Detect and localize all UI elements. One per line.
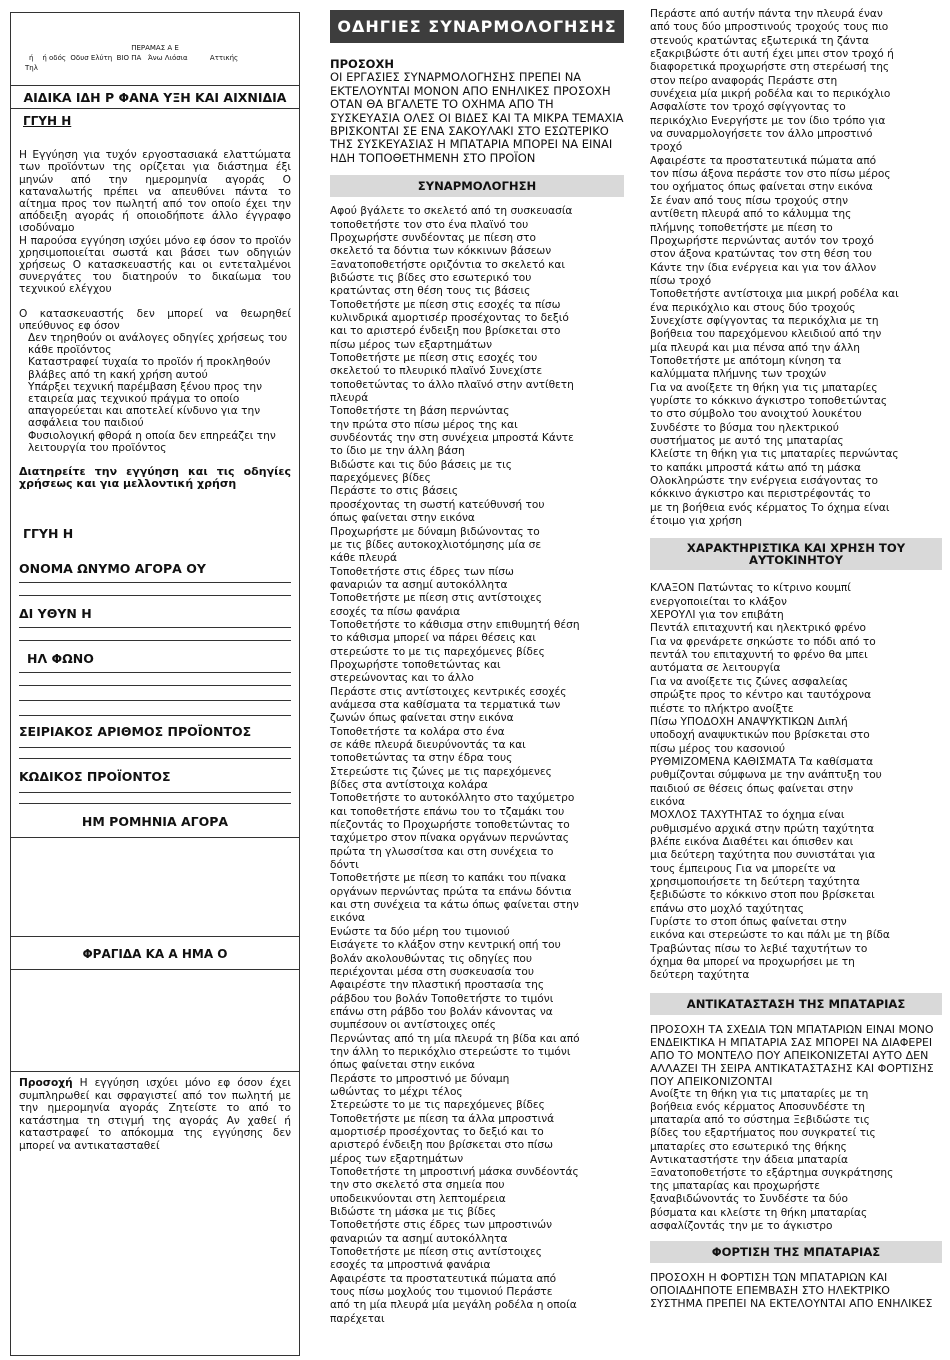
stamp-label: ΦΡΑΓΙΔΑ ΚΑ Α ΗΜΑ Ο <box>82 947 228 962</box>
instructions-column-1 <box>330 0 624 1326</box>
field-code-label: ΚΩΔΙΚΟΣ ΠΡΟΪΟΝΤΟΣ <box>19 769 171 785</box>
address-line-3: Τηλ <box>25 64 38 72</box>
address-line-1: ΠΕΡΑΜΑΣ Α Ε <box>131 44 179 52</box>
keep-note: Διατηρείτε την εγγύηση και τις οδηγίες χρήσεως και για μελλοντική χρήση <box>19 465 291 491</box>
company-address <box>11 13 299 72</box>
field-serial-label: ΣΕΙΡΙΑΚΟΣ ΑΡΙΘΜΟΣ ΠΡΟΪΟΝΤΟΣ <box>19 724 252 740</box>
field-phone-label: ΗΛ ΦΩΝΟ <box>27 651 94 667</box>
form-title: ΓΓΥΗ Η <box>23 526 74 542</box>
instructions-column-2 <box>650 0 942 1310</box>
field-phone-line[interactable] <box>19 673 291 686</box>
exclusion-item: Καταστραφεί τυχαία το προϊόν ή προκληθούν βλάβες από τη κακή χρήση αυτού <box>28 356 271 381</box>
warranty-para-3: Ο κατασκευαστής δεν μπορεί να θεωρηθεί υπεύθυνος εφ όσον <box>19 307 291 332</box>
battery-section-title: ΑΝΤΙΚΑΤΑΣΤΑΣΗ ΤΗΣ ΜΠΑΤΑΡΙΑΣ <box>650 993 942 1015</box>
warranty-title: ΓΓΥΗ Η <box>23 114 72 128</box>
field-serial-line[interactable] <box>19 739 291 748</box>
stamp-box <box>11 936 299 1071</box>
assembly-steps-continued: Περάστε από αυτήν πάντα την πλευρά έναν από τους δύο μπροστινούς τροχούς τους πιο στενούς κρατώντας εξωτερικά τη ζάντα εξακριβώστε ότι αυτή έχει μπει στον τροχό ή διαφορετικά προχωρήστε στη στερέωσή της στον πείρο αναφοράς Περάστε στη συνέχεια μία μικρή ροδέλα και το περικόχλιο Ασφαλίστε τον τροχό σφίγγοντας το περικόχλιο Ενεργήστε με τον ίδιο τρόπο για να συναρμολογήσετε τον άλλο μπροστινό τροχό Αφαιρέστε τα προστατευτικά πώματα από τον πίσω άξονα περάστε τον στο πίσω μέρος του οχήματος όπως φαίνεται στην εικόνα Σε έναν από τους πίσω τροχούς στην αντίθετη πλευρά από το κάλυμμα της πλήμνης τοποθετήστε με πίεση το Προχωρήστε περνώντας αυτόν τον τροχό στον άξονα κρατώντας τον στη θέση του Κάντε την ίδια ενέργεια και για τον άλλον πίσω τροχό Τοποθετήστε αντίστοιχα μια μικρή ροδέλα και ένα περικόχλιο και στους δύο τροχούς Συνεχίστε σφίγγοντας τα περικόχλια με τη βοήθεια του παρεχόμενου κλειδιού από την μία πλευρά και μια πένσα από την άλλη Τοποθετήστε με απότομη κίνηση τα καλύμματα πλήμνης των τροχών Για να ανοίξετε τη θήκη για τις μπαταρίες γυρίστε το κόκκινο άγκιστρο τοποθετώντας το στο σύμβολο του ανοιχτού λουκέτου Συνδέστε το βύσμα του ηλεκτρικού συστήματος με αυτό της μπαταρίας Κλείστε τη θήκη για τις μπαταρίες περνώντας το καπάκι μπροστά κάτω από τη μάσκα Ολοκληρώστε την ενέργεια εισάγοντας το κόκκινο άγκιστρο και περιστρέφοντάς το με τη βοήθεια ενός κέρματος Το όχημα είναι έτοιμο για χρήση <box>650 8 899 528</box>
warranty-card <box>10 12 300 1356</box>
caution-text: ΟΙ ΕΡΓΑΣΙΕΣ ΣΥΝΑΡΜΟΛΟΓΗΣΗΣ ΠΡΕΠΕΙ ΝΑ ΕΚΤΕΛΟΥΝΤΑΙ ΜΟΝΟΝ ΑΠΟ ΕΝΗΛΙΚΕΣ ΠΡΟΣΟΧΗ ΟΤΑΝ ΘΑ ΒΓΑΛΕΤΕ ΤΟ ΟΧΗΜΑ ΑΠΟ ΤΗ ΣΥΣΚΕΥΑΣΙΑ ΟΛΕΣ ΟΙ ΒΙΔΕΣ ΚΑΙ ΤΑ ΜΙΚΡΑ ΤΕΜΑΧΙΑ ΒΡΙΣΚΟΝΤΑΙ ΣΕ ΕΝΑ ΣΑΚΟΥΛΑΚΙ ΣΤΟ ΕΣΩΤΕΡΙΚΟ ΤΗΣ ΣΥΣΚΕΥΑΣΙΑΣ Η ΜΠΑΤΑΡΙΑ ΜΠΟΡΕΙ ΝΑ ΕΙΝΑΙ ΗΔΗ ΤΟΠΟΘΕΤΗΜΕΝΗ ΣΤΟ ΠΡΟΪΟΝ <box>330 70 624 165</box>
charge-caution: ΠΡΟΣΟΧΗ Η ΦΟΡΤΙΣΗ ΤΩΝ ΜΠΑΤΑΡΙΩΝ ΚΑΙ ΟΠΟΙΑΔΗΠΟΤΕ ΕΠΕΜΒΑΣΗ ΣΤΟ ΗΛΕΚΤΡΙΚΟ ΣΥΣΤΗΜΑ ΠΡΕΠΕΙ ΝΑ ΕΚΤΕΛΟΥΝΤΑΙ ΑΠΟ ΕΝΗΛΙΚΕΣ <box>650 1270 933 1310</box>
note-bold: Προσοχή <box>19 1077 73 1090</box>
card-header: ΑΙΔΙΚΑ ΙΔΗ Ρ ΦΑΝΑ ΥΞΗ ΚΑΙ ΑΙΧΝΙΔΙΑ <box>11 85 299 109</box>
field-name-line[interactable] <box>19 583 291 596</box>
exclusion-item: Δεν τηρηθούν οι ανάλογες οδηγίες χρήσεως του κάθε προϊόντος <box>28 332 288 357</box>
charge-section-title: ΦΟΡΤΙΣΗ ΤΗΣ ΜΠΑΤΑΡΙΑΣ <box>650 1241 942 1263</box>
field-phone-line[interactable] <box>19 701 291 716</box>
field-address-label: ΔΙ ΥΘΥΝ Η <box>19 606 92 622</box>
exclusion-item: Υπάρξει τεχνική παρέμβαση ξένου προς την εταιρεία μας τεχνικού πράγμα το οποίο απαγορεύεται και αποτελεί κίνδυνο για την ασφάλεια του παιδιού <box>28 380 262 430</box>
field-phone-line[interactable] <box>19 666 291 673</box>
note-text: Η εγγύηση ισχύει μόνο εφ όσον έχει συμπληρωθεί και σφραγιστεί από τον πωλητή με την ημερομηνία αγοράς Ζητείστε το από το κατάστημα τη στιγμή της αγοράς Αν χαθεί ή καταστραφεί το απόκομμα της εγγύησης δεν μπορεί να αντικατασταθεί <box>19 1077 291 1152</box>
instructions-banner: ΟΔΗΓΙΕΣ ΣΥΝΑΡΜΟΛΟΓΗΣΗΣ <box>330 10 624 43</box>
field-address-line[interactable] <box>19 628 291 641</box>
field-code-line[interactable] <box>19 784 291 793</box>
assembly-section-title: ΣΥΝΑΡΜΟΛΟΓΗΣΗ <box>330 175 624 197</box>
address-line-2: ή ή οδός Οδυσ Ελύτη ΒΙΟ ΠΑ Άνω Λιόσια Αττικής <box>29 54 239 62</box>
field-serial-line[interactable] <box>19 748 291 759</box>
field-name-label: ΟΝΟΜΑ ΩΝΥΜΟ ΑΓΟΡΑ ΟΥ <box>19 561 206 577</box>
features-section-title: ΧΑΡΑΚΤΗΡΙΣΤΙΚΑ ΚΑΙ ΧΡΗΣΗ ΤΟΥ ΑΥΤΟΚΙΝΗΤΟΥ <box>650 538 942 570</box>
warranty-para-1: Η Εγγύηση για τυχόν εργοστασιακά ελαττώματα των προϊόντων της ορίζεται για διάστημα έξι μηνών από την ημερομηνία αγοράς Ο καταναλωτής πρέπει να απευθύνει πάντα το αίτημα προς τον πωλητή από τον οποίο έχει την απόδειξη αγοράς ή οποιοδήποτε άλλο έγγραφο ισοδύναμο <box>19 149 291 235</box>
field-address-line[interactable] <box>19 621 291 628</box>
field-date-label: ΗΜ ΡΟΜΗΝΙΑ ΑΓΟΡΑ <box>81 814 229 830</box>
field-code-line[interactable] <box>19 793 291 804</box>
battery-steps: Ανοίξτε τη θήκη για τις μπαταρίες με τη βοήθεια ενός κέρματος Αποσυνδέστε τη μπαταρία από το σύστημα Ξεβιδώστε τις βίδες του εξαρτήματος που συγκρατεί τις μπαταρίες στο εσωτερικό της θήκης Αντικαταστήστε την άδεια μπαταρία Ξανατοποθετήστε το εξάρτημα συγκράτησης της μπαταρίας και προχωρήστε ξαναβιδώνοντάς το Συνδέστε τα δύο βύσματα και κλείστε τη θήκη μπαταρίας ασφαλίζοντάς την με το άγκιστρο <box>650 1087 894 1232</box>
features-text: ΚΛΑΞΟΝ Πατώντας το κίτρινο κουμπί ενεργοποιείται το κλάξον ΧΕΡΟΥΛΙ για τον επιβάτη Πεντάλ επιταχυντή και ηλεκτρικό φρένο Για να φρενάρετε σηκώστε το πόδι από το πεντάλ του επιταχυντή το φρένο θα μπει αυτόματα σε λειτουργία Για να ανοίξετε τις ζώνες ασφαλείας σπρώξτε προς το κέντρο και ταυτόχρονα πιέστε το πλήκτρο ανοίξτε Πίσω ΥΠΟΔΟΧΗ ΑΝΑΨΥΚΤΙΚΩΝ Διπλή υποδοχή αναψυκτικών που βρίσκεται στο πίσω μέρος του κασονιού ΡΥΘΜΙΖΟΜΕΝΑ ΚΑΘΙΣΜΑΤΑ Τα καθίσματα ρυθμίζονται σύμφωνα με την ανάπτυξη του παιδιού σε θέσεις όπως φαίνεται στην εικόνα ΜΟΧΛΟΣ ΤΑΧΥΤΗΤΑΣ το όχημα είναι ρυθμισμένο αρχικά στην πρώτη ταχύτητα βλέπε εικόνα Διαθέτει και όπισθεν και μια δεύτερη ταχύτητα που συνιστάται για τους έμπειρους Για να μπορείτε να χρησιμοποιήσετε τη δεύτερη ταχύτητα ξεβιδώστε το κόκκινο στοπ που βρίσκεται επάνω στο μοχλό ταχύτητας Γυρίστε το στοπ όπως φαίνεται στην εικόνα και στερεώστε το και πάλι με τη βίδα Τραβώντας πίσω το λεβιέ ταχυτήτων το όχημα θα μπορεί να προχωρήσει με τη δεύτερη ταχύτητα <box>650 582 890 982</box>
warranty-note <box>11 1071 299 1151</box>
date-box[interactable] <box>11 837 299 936</box>
field-phone-line[interactable] <box>19 686 291 701</box>
assembly-steps: Αφού βγάλετε το σκελετό από τη συσκευασία τοποθετήστε τον στο ένα πλαϊνό του Προχωρήστε συνδέοντας με πίεση στο σκελετό τα δόντια των κόκκινων βάσεων Ξανατοποθετήστε οριζόντια το σκελετό και βιδώστε τις βίδες στο εσωτερικό του κρατώντας στη θέση τους τις βάσεις Τοποθετήστε με πίεση στις εσοχές τα πίσω κυλινδρικά αμορτισέρ προσέχοντας το δεξιό και το αριστερό ένδειξη που βρίσκεται στο πίσω μέρος των εξαρτημάτων Τοποθετήστε με πίεση στις εσοχές του σκελετού το πλευρικό πλαϊνό Συνεχίστε τοποθετώντας το άλλο πλαϊνό στην αντίθετη πλευρά Τοποθετήστε τη βάση περνώντας την πρώτα στο πίσω μέρος της και συνδέοντάς την στη συνέχεια μπροστά Κάντε το ίδιο με την άλλη βάση Βιδώστε και τις δύο βάσεις με τις παρεχόμενες βίδες Περάστε το στις βάσεις προσέχοντας τη σωστή κατεύθυνσή του όπως φαίνεται στην εικόνα Προχωρήστε με δύναμη βιδώνοντας το με τις βίδες αυτοκοχλιοτόμησης μία σε κάθε πλευρά Τοποθετήστε στις έδρες των πίσω φαναριών τα ασημί αυτοκόλλητα Τοποθετήστε με πίεση στις αντίστοιχες εσοχές τα πίσω φανάρια Τοποθετήστε το κάθισμα στην επιθυμητή θέση το κάθισμα μπορεί να πάρει θέσεις και στερεώστε το με τις παρεχόμενες βίδες Προχωρήστε τοποθετώντας και στερεώνοντας και το άλλο Περάστε στις αντίστοιχες κεντρικές εσοχές ανάμεσα στα καθίσματα τα τερματικά των ζωνών όπως φαίνεται στην εικόνα Τοποθετήστε τα κολάρα στο ένα σε κάθε πλευρά διευρύνοντάς τα και τοποθετώντας τα στην έδρα τους Στερεώστε τις ζώνες με τις παρεχόμενες βίδες στα αντίστοιχα κολάρα Τοποθετήστε το αυτοκόλλητο στο ταχύμετρο και τοποθετήστε επάνω του το τζαμάκι του πίεζοντάς το Προχωρήστε τοποθετώντας το ταχύμετρο στον πίνακα οργάνων περνώντας πρώτα τη γλωσσίτσα και στη συνέχεια το δόντι Τοποθετήστε με πίεση το καπάκι του πίνακα οργάνων περνώντας πρώτα τα επάνω δόντια και στη συνέχεια τα κάτω όπως φαίνεται στην εικόνα Ενώστε τα δύο μέρη του τιμονιού Εισάγετε το κλάξον στην κεντρική οπή του βολάν ακολουθώντας τις οδηγίες που περιέχονται μέσα στη συσκευασία του Αφαιρέστε την πλαστική προστασία της ράβδου του βολάν Τοποθετήστε το τιμόνι επάνω στη ράβδο του βολάν κάνοντας να συμπέσουν οι αντίστοιχες οπές Περνώντας από τη μία πλευρά τη βίδα και από την άλλη το περικόχλιο στερεώστε το τιμόνι όπως φαίνεται στην εικόνα Περάστε το μπροστινό με δύναμη ωθώντας το μέχρι τέλος Στερεώστε το με τις παρεχόμενες βίδες Τοποθετήστε με πίεση τα άλλα μπροστινά αμορτισέρ προσέχοντας το δεξιό και το αριστερό ένδειξη που βρίσκεται στο πίσω μέρος των εξαρτημάτων Τοποθετήστε τη μπροστινή μάσκα συνδέοντάς την στο σκελετό στα σημεία που υποδεικνύονται στη λεπτομέρεια Βιδώστε τη μάσκα με τις βίδες Τοποθετήστε στις έδρες των μπροστινών φαναριών τα ασημί αυτοκόλλητα Τοποθετήστε με πίεση στις αντίστοιχες εσοχές τα μπροστινά φανάρια Αφαιρέστε τα προστατευτικά πώματα από τους πίσω μοχλούς του τιμονιού Περάστε από τη μία πλευρά μία μεγάλη ροδέλα η οποία παρέχεται <box>330 205 580 1325</box>
caution-title: ΠΡΟΣΟΧΗ <box>330 57 394 71</box>
exclusion-item: Φυσιολογική φθορά η οποία δεν επηρεάζει την λειτουργία του προϊόντος <box>28 429 276 454</box>
battery-caution: ΠΡΟΣΟΧΗ ΤΑ ΣΧΕΔΙΑ ΤΩΝ ΜΠΑΤΑΡΙΩΝ ΕΙΝΑΙ ΜΟΝΟ ΕΝΔΕΙΚΤΙΚΑ Η ΜΠΑΤΑΡΙΑ ΣΑΣ ΜΠΟΡΕΙ ΝΑ ΔΙΑΦΕΡΕΙ ΑΠΟ ΤΟ ΜΟΝΤΕΛΟ ΠΟΥ ΑΠΕΙΚΟΝΙΖΕΤΑΙ ΑΥΤΟ ΔΕΝ ΑΛΛΑΖΕΙ ΤΗ ΣΕΙΡΑ ΑΝΤΙΚΑΤΑΣΤΑΣΗΣ ΚΑΙ ΦΟΡΤΙΣΗΣ ΠΟΥ ΑΠΕΙΚΟΝΙΖΟΝΤΑΙ <box>650 1022 934 1088</box>
field-name-line[interactable] <box>19 576 291 583</box>
warranty-para-2: Η παρούσα εγγύηση ισχύει μόνο εφ όσον το προϊόν χρησιμοποιείται σωστά και βάσει των οδηγιών χρήσεως Ο κατασκευαστής και οι εντεταλμένοι συνεργάτες του διατηρούν το δικαίωμα του τεχνικού ελέγχου <box>19 234 291 296</box>
